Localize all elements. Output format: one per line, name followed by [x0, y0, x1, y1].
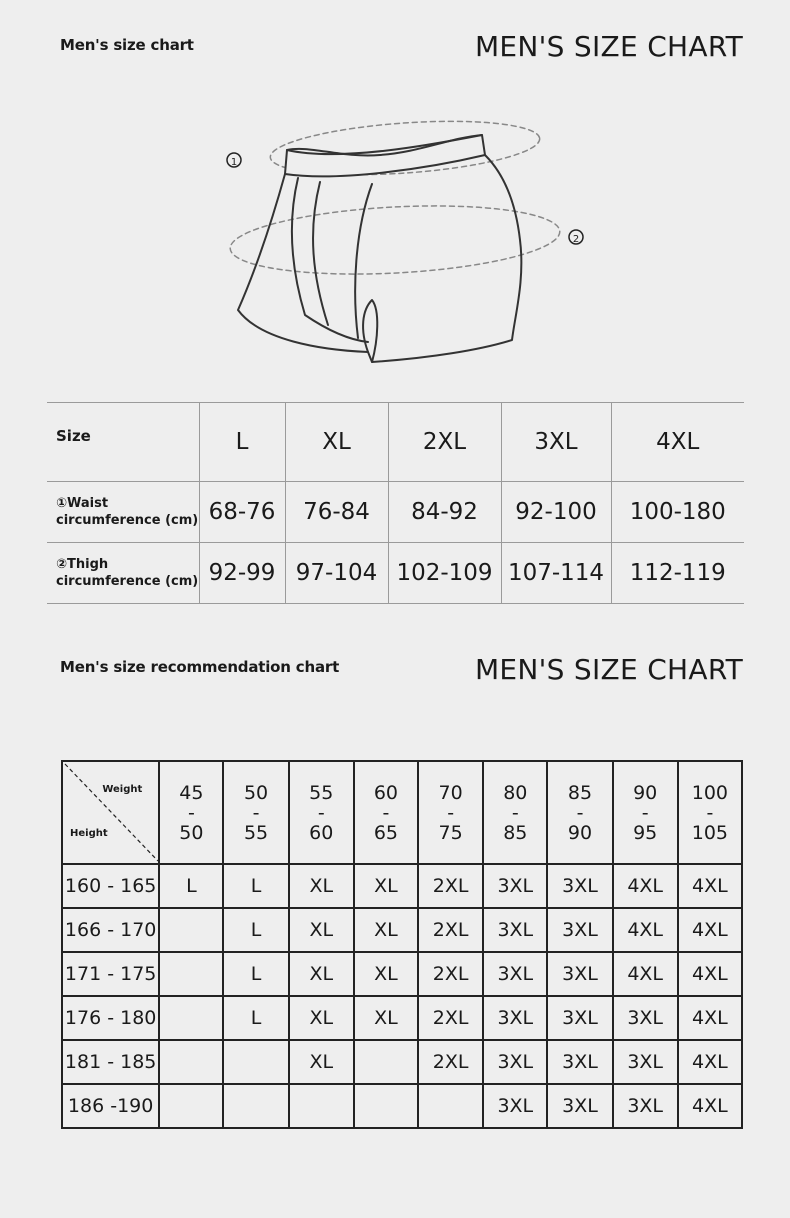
recommendation-cell [159, 996, 223, 1040]
recommendation-cell: 3XL [483, 1084, 547, 1128]
recommendation-cell: XL [289, 908, 354, 952]
table-row [62, 864, 742, 908]
height-cell: 160 - 165 [62, 864, 159, 908]
size-header-label: Size [47, 403, 199, 482]
recommendation-cell: 3XL [483, 1040, 547, 1084]
table-cell: 76-84 [285, 482, 388, 543]
recommendation-cell [289, 1084, 354, 1128]
table-cell: 100-180 [611, 482, 744, 543]
recommendation-cell: L [223, 952, 288, 996]
size-header-cell: 2XL [388, 403, 501, 482]
svg-text:2: 2 [572, 234, 580, 245]
recommendation-cell: XL [289, 952, 354, 996]
weight-header-cell: 90 - 95 [613, 761, 678, 864]
recommendation-cell: 2XL [418, 996, 483, 1040]
height-cell: 181 - 185 [62, 1040, 159, 1084]
size-header-cell: XL [285, 403, 388, 482]
recommendation-cell: L [223, 996, 288, 1040]
recommendation-cell [159, 1084, 223, 1128]
recommendation-cell: 3XL [613, 1040, 678, 1084]
table-cell: 68-76 [199, 482, 285, 543]
recommendation-cell [223, 1040, 288, 1084]
recommendation-cell: XL [289, 996, 354, 1040]
recommendation-cell: 3XL [613, 1084, 678, 1128]
table-row [62, 908, 742, 952]
recommendation-cell: 2XL [418, 864, 483, 908]
table-row [62, 952, 742, 996]
recommendation-title: MEN'S SIZE CHART [474, 653, 743, 686]
recommendation-cell [159, 1040, 223, 1084]
weight-header-cell: 45 - 50 [159, 761, 223, 864]
recommendation-cell: XL [289, 1040, 354, 1084]
recommendation-cell [223, 1084, 288, 1128]
table-cell: 97-104 [285, 543, 388, 604]
weight-header-cell: 50 - 55 [223, 761, 288, 864]
thigh-row-label: ②Thigh circumference (cm) [47, 543, 199, 604]
size-header-cell: L [199, 403, 285, 482]
svg-text:1: 1 [230, 157, 238, 168]
recommendation-cell: 2XL [418, 908, 483, 952]
height-cell: 166 - 170 [62, 908, 159, 952]
recommendation-cell: 3XL [547, 952, 612, 996]
table-cell: 92-99 [199, 543, 285, 604]
recommendation-cell: 4XL [678, 952, 742, 996]
table-cell: 92-100 [501, 482, 611, 543]
recommendation-cell [159, 952, 223, 996]
recommendation-cell: XL [354, 952, 418, 996]
thigh-row [47, 543, 744, 604]
waist-row-label: ①Waist circumference (cm) [47, 482, 199, 543]
height-cell: 186 -190 [62, 1084, 159, 1128]
size-header-cell: 4XL [611, 403, 744, 482]
weight-header-cell: 100 - 105 [678, 761, 742, 864]
recommendation-cell: 3XL [547, 996, 612, 1040]
height-axis-label: Height [70, 828, 108, 839]
recommendation-cell: 2XL [418, 952, 483, 996]
recommendation-cell [418, 1084, 483, 1128]
table-cell: 112-119 [611, 543, 744, 604]
recommendation-cell [354, 1040, 418, 1084]
weight-header-row [62, 761, 742, 864]
weight-header-cell: 85 - 90 [547, 761, 612, 864]
recommendation-cell: 3XL [483, 952, 547, 996]
diagonal-divider [63, 762, 160, 863]
weight-header-cell: 55 - 60 [289, 761, 354, 864]
table-cell: 84-92 [388, 482, 501, 543]
weight-header-cell: 80 - 85 [483, 761, 547, 864]
table-row [62, 996, 742, 1040]
size-chart-subtitle: Men's size chart [60, 36, 194, 54]
recommendation-cell: 4XL [678, 1084, 742, 1128]
size-header-cell: 3XL [501, 403, 611, 482]
recommendation-cell: L [159, 864, 223, 908]
thigh-measure-ellipse [228, 198, 561, 281]
recommendation-cell: 3XL [547, 864, 612, 908]
recommendation-cell: 2XL [418, 1040, 483, 1084]
weight-axis-label: Weight [102, 784, 143, 795]
recommendation-cell: 3XL [483, 996, 547, 1040]
recommendation-cell: 3XL [483, 908, 547, 952]
recommendation-cell: XL [354, 908, 418, 952]
recommendation-cell: 4XL [678, 1040, 742, 1084]
size-table-header-row [47, 403, 744, 482]
recommendation-cell: 4XL [613, 908, 678, 952]
height-cell: 171 - 175 [62, 952, 159, 996]
recommendation-cell: 3XL [547, 908, 612, 952]
height-cell: 176 - 180 [62, 996, 159, 1040]
table-cell: 102-109 [388, 543, 501, 604]
recommendation-cell: 3XL [483, 864, 547, 908]
recommendation-cell: 3XL [547, 1084, 612, 1128]
size-chart-title: MEN'S SIZE CHART [474, 30, 743, 63]
recommendation-cell: 3XL [613, 996, 678, 1040]
recommendation-cell: 4XL [678, 864, 742, 908]
recommendation-cell [159, 908, 223, 952]
corner-cell [62, 761, 159, 864]
recommendation-table [61, 760, 743, 1129]
boxer-brief-illustration [220, 100, 600, 380]
table-row [62, 1040, 742, 1084]
recommendation-subtitle: Men's size recommendation chart [60, 658, 340, 676]
weight-header-cell: 60 - 65 [354, 761, 418, 864]
recommendation-cell [354, 1084, 418, 1128]
table-row [62, 1084, 742, 1128]
recommendation-cell: 4XL [613, 952, 678, 996]
recommendation-cell: L [223, 908, 288, 952]
recommendation-cell: XL [289, 864, 354, 908]
recommendation-cell: XL [354, 864, 418, 908]
size-table [47, 402, 744, 604]
weight-header-cell: 70 - 75 [418, 761, 483, 864]
waist-row [47, 482, 744, 543]
recommendation-cell: 4XL [678, 996, 742, 1040]
table-cell: 107-114 [501, 543, 611, 604]
recommendation-cell: 4XL [678, 908, 742, 952]
recommendation-cell: 3XL [547, 1040, 612, 1084]
recommendation-cell: L [223, 864, 288, 908]
recommendation-cell: XL [354, 996, 418, 1040]
recommendation-cell: 4XL [613, 864, 678, 908]
